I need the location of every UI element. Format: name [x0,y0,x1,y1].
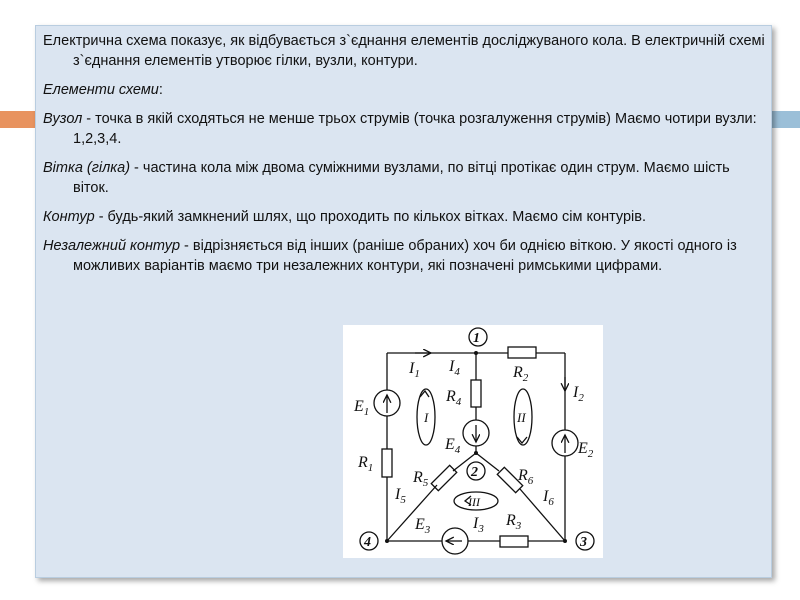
loop-label-i: I [424,410,429,425]
label-i2: $I_2$ [573,384,584,404]
label-r5: $R_5$ [413,469,429,489]
node-paragraph [43,109,765,149]
node-term: Вузол [43,111,83,127]
elements-colon: : [158,82,163,98]
label-i5: $I_5$ [395,486,406,506]
label-i6: $I_6$ [543,488,554,508]
label-e2: $E_2$ [578,440,594,460]
independent-loop-term: Незалежний контур [43,238,181,254]
node-label-3: 3 [580,535,587,550]
loop-definition: - будь-який замкнений шлях, що проходить по кількох вітках. Маємо сім контурів. [94,209,646,225]
label-r1: $R_1$ [358,454,374,474]
node-definition: - точка в якій сходяться не менше трьох струмів (точка розгалуження струмів) Маємо чотири вузли: 1,2,3,4. [73,111,757,147]
intro-paragraph: Електрична схема показує, як відбувається з`єднання елементів досліджуваного кола. В електричній схемі з`єднання елементів утворює гілки, вузли, контури. [43,33,765,69]
branch-definition: - частина кола між двома суміжними вузлами, по вітці протікає один струм. Маємо шість віток. [73,160,730,196]
label-e4: $E_4$ [445,436,461,456]
elements-heading [43,80,765,100]
loop-label-iii: III [468,495,480,509]
label-i3: $I_3$ [473,515,484,535]
loop-paragraph [43,207,765,227]
loop-label-ii: II [517,410,526,425]
elements-term: Елементи схеми [43,82,159,98]
label-r2: $R_2$ [513,364,529,384]
independent-loop-paragraph [43,236,765,276]
accent-bar-left [0,111,38,128]
loop-term: Контур [43,209,95,225]
node-label-4: 4 [364,535,371,550]
branch-term: Вітка (гілка) [43,160,131,176]
circuit-diagram [343,325,603,558]
label-i1: $I_1$ [409,360,420,380]
accent-bar-right [772,111,800,128]
label-e1: $E_1$ [354,398,370,418]
branch-paragraph [43,158,765,198]
node-label-1: 1 [473,331,480,346]
label-i4: $I_4$ [449,358,460,378]
node-label-2: 2 [471,465,478,480]
circuit-svg [343,325,603,558]
content-panel [35,25,772,578]
label-r4: $R_4$ [446,388,462,408]
label-r3: $R_3$ [506,512,522,532]
label-e3: $E_3$ [415,516,431,536]
independent-loop-definition: - відрізняється від інших (раніше обраних) хоч би однією віткою. У якості одного із можливих варіантів маємо три незалежних контури, які позначені римськими цифрами. [73,238,737,274]
label-r6: $R_6$ [518,467,534,487]
text-body [43,31,765,285]
